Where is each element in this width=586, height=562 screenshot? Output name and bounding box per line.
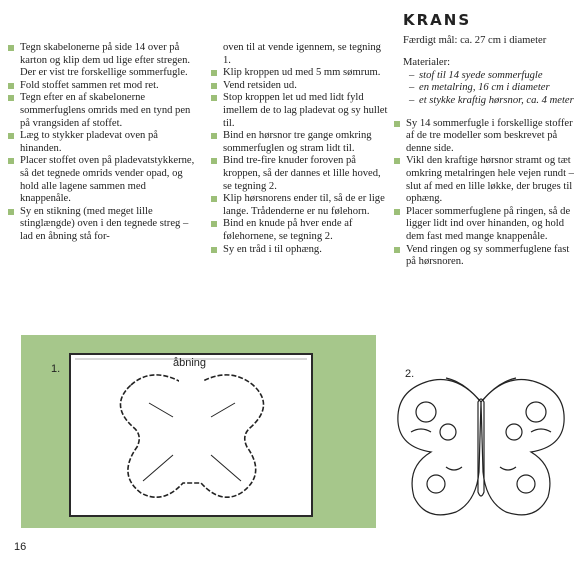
step: Bind tre-fire knuder foroven på kroppen, så der dannes et lille hoved, se tegning 2.: [210, 155, 390, 193]
column-1: [7, 42, 195, 244]
step: Sy en stikning (med meget lille stinglængde) oven i den tegnede streg – lad en åbning stå for-: [7, 206, 195, 244]
bullet-square-icon: [394, 121, 400, 127]
bullet-square-icon: [8, 209, 14, 215]
step: Læg to stykker pladevat oven på hinanden.: [7, 130, 195, 155]
butterfly-outline-icon: [71, 355, 311, 515]
step: Tegn skabelonerne på side 14 over på karton og klip dem ud lige efter stregen. Der er vist tre forskellige sommerfugle.: [7, 42, 195, 80]
step: Sy 14 sommerfugle i forskellige stoffer af de tre modeller som beskrevet på denne side.: [393, 118, 581, 156]
material-item: – stof til 14 syede sommerfugle: [403, 70, 581, 83]
figure-1-number: 1.: [51, 363, 61, 375]
bullet-square-icon: [211, 70, 217, 76]
material-item: – en metalring, 16 cm i diameter: [403, 82, 581, 95]
bullet-square-icon: [8, 95, 14, 101]
decorated-butterfly-icon: [386, 372, 576, 532]
step: Stop kroppen let ud med lidt fyld imellem de to lag pladevat og sy hullet til.: [210, 92, 390, 130]
page-number: 16: [14, 541, 27, 553]
step: Placer stoffet oven på pladevatstykkerne, så det tegnede omrids vender opad, og hold alle lagene sammen med knappenåle.: [7, 155, 195, 205]
column-2: [210, 42, 390, 256]
step: Vend ringen og sy sommerfuglene fast på hørsnoren.: [393, 244, 581, 269]
bullet-square-icon: [8, 83, 14, 89]
step: Vend retsiden ud.: [210, 80, 390, 93]
bullet-square-icon: [211, 196, 217, 202]
bullet-square-icon: [8, 158, 14, 164]
step: Vikl den kraftige hørsnor stramt og tæt omkring metalringen hele vejen rundt – slut af med en lille løkke, der bruges til ophæng.: [393, 155, 581, 205]
bullet-square-icon: [211, 221, 217, 227]
bullet-square-icon: [211, 133, 217, 139]
bullet-square-icon: [211, 247, 217, 253]
step: Klip kroppen ud med 5 mm sømrum.: [210, 67, 390, 80]
step: Placer sommerfuglene på ringen, så de ligger lidt ind over hinanden, og hold dem fast med mange knappenåle.: [393, 206, 581, 244]
bullet-square-icon: [394, 247, 400, 253]
bullet-square-icon: [211, 158, 217, 164]
opening-label: åbning: [173, 357, 207, 369]
figure-2-number: 2.: [405, 368, 415, 380]
materials: [393, 57, 581, 107]
section-title: KRANS: [403, 11, 472, 29]
finished-size: Færdigt mål: ca. 27 cm i diameter: [403, 34, 547, 46]
bullet-square-icon: [8, 45, 14, 51]
bullet-square-icon: [211, 95, 217, 101]
materials-label: Materialer:: [403, 57, 451, 69]
step: Fold stoffet sammen ret mod ret.: [7, 80, 195, 93]
figure-1-panel: [21, 335, 376, 528]
bullet-square-icon: [394, 158, 400, 164]
step: Bind en hørsnor tre gange omkring sommerfuglen og stram lidt til.: [210, 130, 390, 155]
bullet-square-icon: [394, 209, 400, 215]
figure-1-drawing: [69, 353, 313, 517]
column-3: [393, 11, 581, 269]
step: Klip hørsnorens ender til, så de er lige lange. Trådenderne er nu følehorn.: [210, 193, 390, 218]
step: Sy en tråd i til ophæng.: [210, 244, 390, 257]
step: Bind en knude på hver ende af følehornene, se tegning 2.: [210, 218, 390, 243]
bullet-square-icon: [211, 83, 217, 89]
bullet-square-icon: [8, 133, 14, 139]
material-item: – et stykke kraftig hørsnor, ca. 4 meter: [403, 95, 581, 108]
step-continuation: oven til at vende igennem, se tegning 1.: [223, 42, 381, 66]
step: Tegn efter en af skabelonerne sommerfuglens omrids med en tynd pen på vrangsiden af stoffet.: [7, 92, 195, 130]
